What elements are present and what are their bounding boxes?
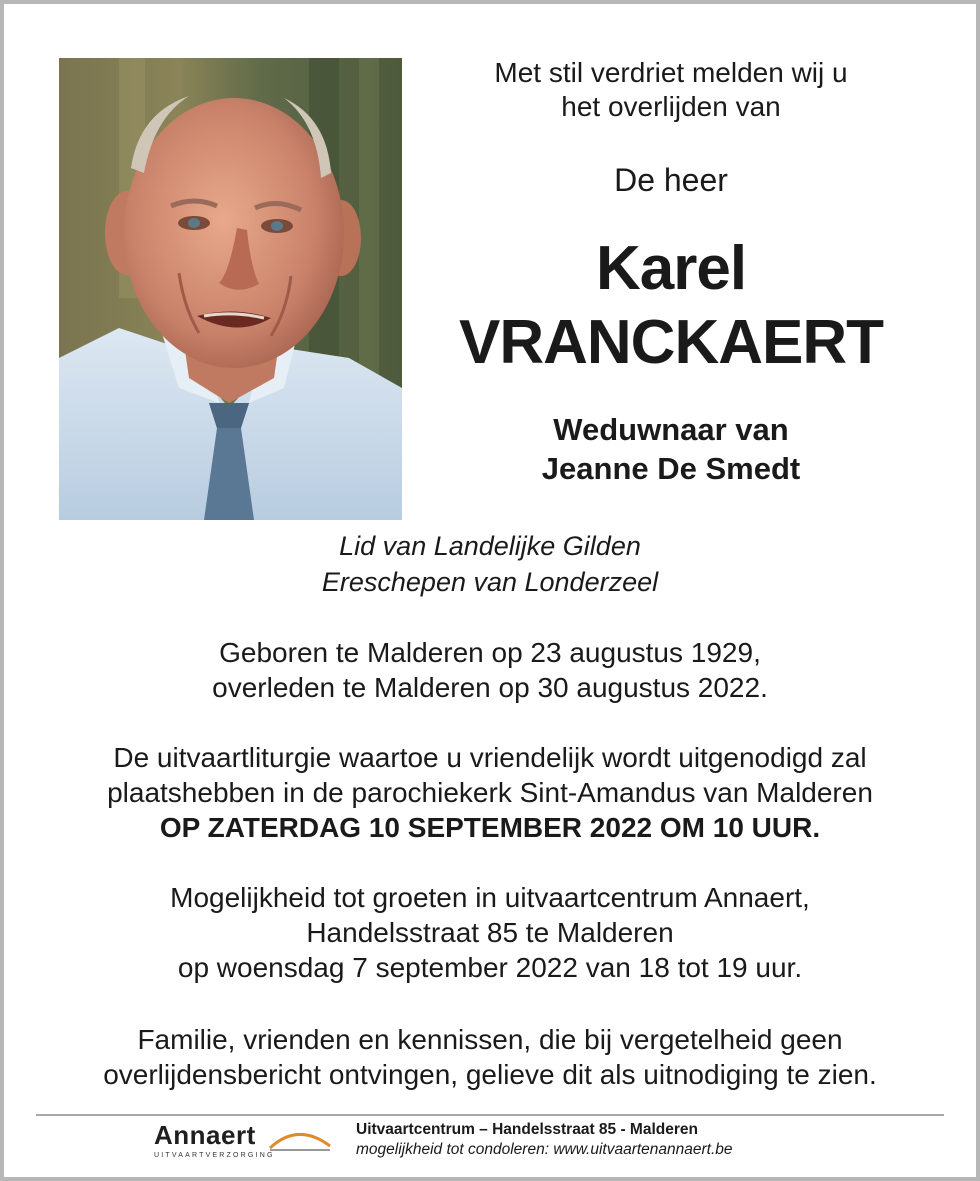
logo-wordmark: Annaert (154, 1120, 256, 1150)
portrait-illustration (59, 58, 402, 520)
annaert-logo (150, 1118, 340, 1162)
funeral-info (0, 740, 980, 845)
intro-text (430, 56, 912, 124)
greeting-info (0, 880, 980, 985)
death-date: overleden te Malderen op 30 augustus 2022. (212, 672, 768, 703)
family-line-1: Familie, vrienden en kennissen, die bij vergetelheid geen (137, 1024, 843, 1055)
footer-address: Uitvaartcentrum – Handelsstraat 85 - Malderen (356, 1121, 698, 1138)
footer-condolence: mogelijkheid tot condoleren: www.uitvaartenannaert.be (356, 1141, 733, 1158)
spouse-line-1: Weduwnaar van (553, 412, 789, 447)
footer-info (356, 1120, 916, 1160)
logo-tagline: UITVAARTVERZORGING (154, 1152, 275, 1159)
funeral-datetime: OP ZATERDAG 10 SEPTEMBER 2022 OM 10 UUR. (159, 812, 821, 843)
annaert-swoosh-icon (268, 1126, 332, 1152)
greeting-line-1: Mogelijkheid tot groeten in uitvaartcentrum Annaert, (170, 882, 810, 913)
footer-divider (36, 1114, 944, 1116)
membership-info (0, 528, 980, 600)
intro-line-2: het overlijden van (561, 91, 781, 122)
intro-line-1: Met stil verdriet melden wij u (494, 57, 848, 88)
spouse-info (430, 410, 912, 488)
family-note (0, 1022, 980, 1092)
greeting-line-3: op woensdag 7 september 2022 van 18 tot 19 uur. (177, 952, 803, 983)
spouse-line-2: Jeanne De Smedt (541, 451, 801, 486)
funeral-line-1: De uitvaartliturgie waartoe u vriendelijk wordt uitgenodigd zal (113, 742, 867, 773)
life-dates (0, 635, 980, 705)
portrait-photo (59, 58, 402, 520)
deceased-name (430, 232, 912, 380)
last-name: VRANCKAERT (459, 308, 883, 377)
membership-line-2: Ereschepen van Londerzeel (321, 567, 659, 597)
family-line-2: overlijdensbericht ontvingen, gelieve dit als uitnodiging te zien. (103, 1059, 877, 1090)
birth-date: Geboren te Malderen op 23 augustus 1929, (219, 637, 761, 668)
first-name: Karel (595, 234, 747, 303)
funeral-line-2: plaatshebben in de parochiekerk Sint-Amandus van Malderen (107, 777, 873, 808)
membership-line-1: Lid van Landelijke Gilden (339, 531, 641, 561)
honorific: De heer (614, 162, 728, 198)
greeting-line-2: Handelsstraat 85 te Malderen (306, 917, 674, 948)
